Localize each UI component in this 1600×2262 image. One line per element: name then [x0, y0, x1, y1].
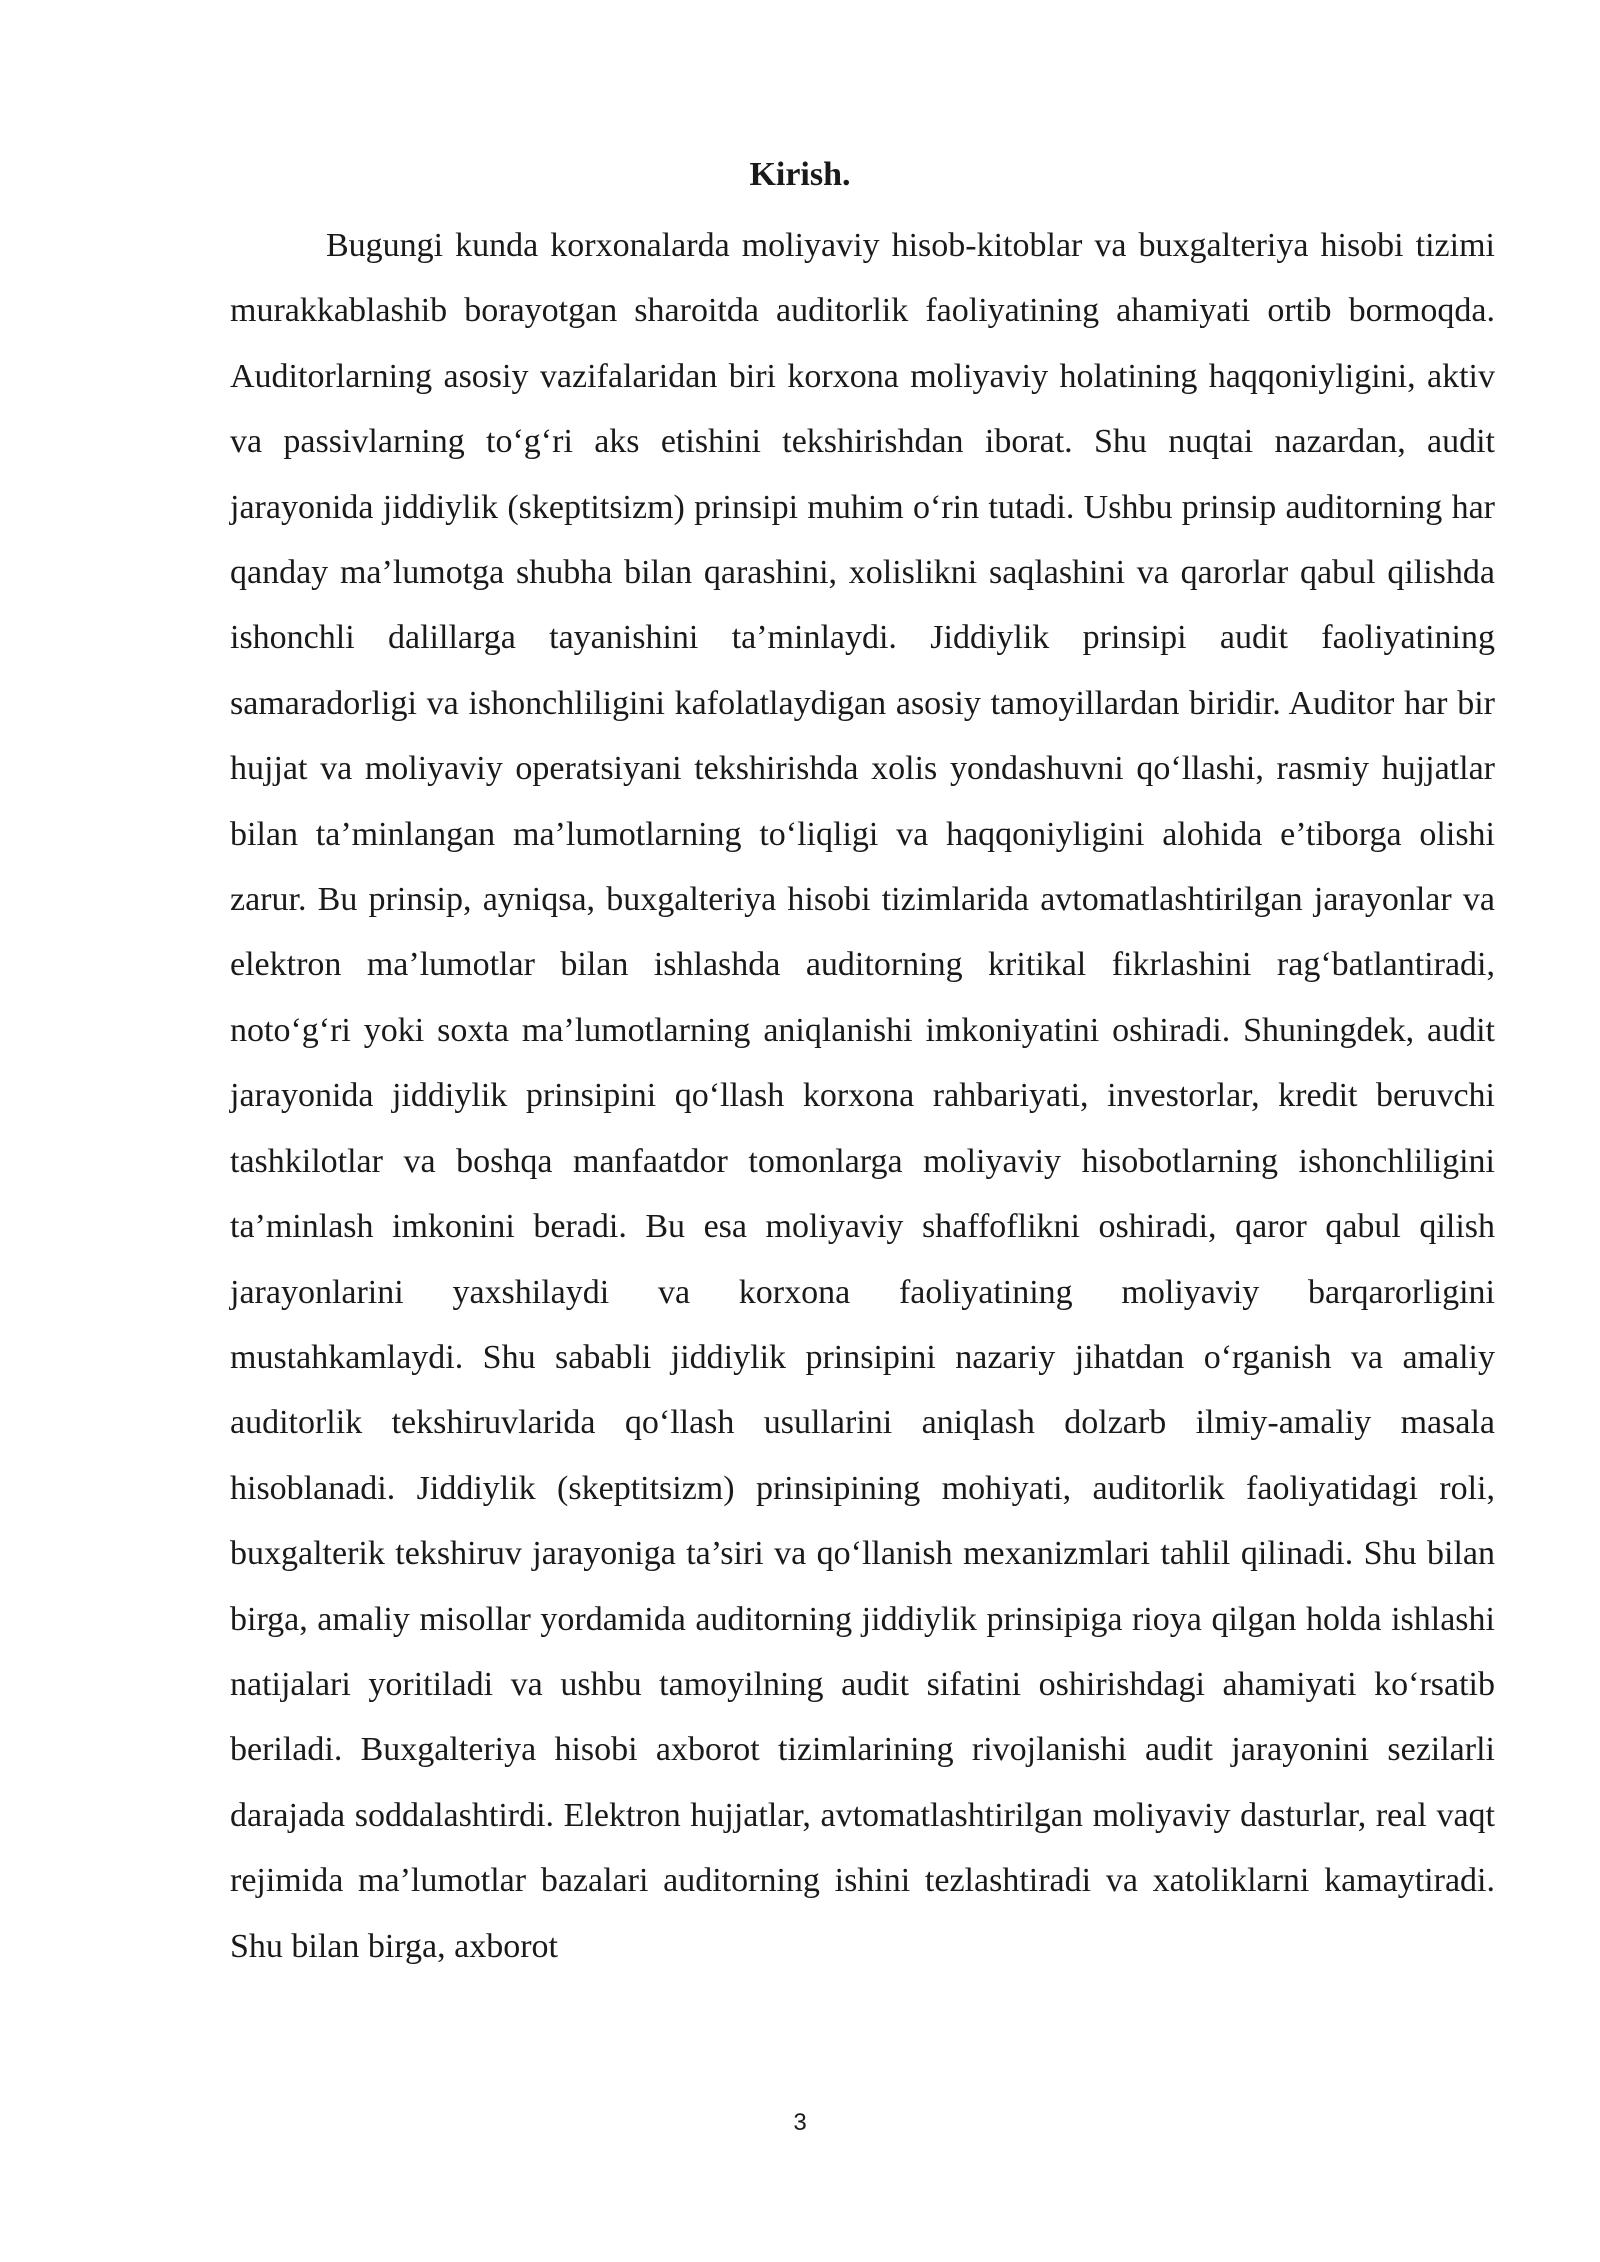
body-paragraph: Bugungi kunda korxonalarda moliyaviy hisob-kitoblar va buxgalteriya hisobi tizimi murakkablashib borayotgan sharoitda auditorlik faoliyatining ahamiyati ortib bormoqda. Auditorlarning asosiy vazifalaridan biri korxona moliyaviy holatining haqqoniyligini, aktiv va passivlarning to‘g‘ri aks etishini tekshirishdan iborat. Shu nuqtai nazardan, audit jarayonida jiddiylik (skeptitsizm) prinsipi muhim o‘rin tutadi. Ushbu prinsip auditorning har qanday ma’lumotga shubha bilan qarashini, xolislikni saqlashini va qarorlar qabul qilishda ishonchli dalillarga tayanishini ta’minlaydi. Jiddiylik prinsipi audit faoliyatining samaradorligi va ishonchliligini kafolatlaydigan asosiy tamoyillardan biridir. Auditor har bir hujjat va moliyaviy operatsiyani tekshirishda xolis yondashuvni qo‘llashi, rasmiy hujjatlar bilan ta’minlangan ma’lumotlarning to‘liqligi va haqqoniyligini alohida e’tiborga olishi zarur. Bu prinsip, ayniqsa, buxgalteriya hisobi tizimlarida avtomatlashtirilgan jarayonlar va elektron ma’lumotlar bilan ishlashda auditorning kritikal fikrlashini rag‘batlantiradi, noto‘g‘ri yoki soxta ma’lumotlarning aniqlanishi imkoniyatini oshiradi. Shuningdek, audit jarayonida jiddiylik prinsipini qo‘llash korxona rahbariyati, investorlar, kredit beruvchi tashkilotlar va boshqa manfaatdor tomonlarga moliyaviy hisobotlarning ishonchliligini ta’minlash imkonini beradi. Bu esa moliyaviy shaffoflikni oshiradi, qaror qabul qilish jarayonlarini yaxshilaydi va korxona faoliyatining moliyaviy barqarorligini mustahkamlaydi. Shu sababli jiddiylik prinsipini nazariy jihatdan o‘rganish va amaliy auditorlik tekshiruvlarida qo‘llash usullarini aniqlash dolzarb ilmiy-amaliy masala hisoblanadi. Jiddiylik (skeptitsizm) prinsipining mohiyati, auditorlik faoliyatidagi roli, buxgalterik tekshiruv jarayoniga ta’siri va qo‘llanish mexanizmlari tahlil qilinadi. Shu bilan birga, amaliy misollar yordamida auditorning jiddiylik prinsipiga rioya qilgan holda ishlashi natijalari yoritiladi va ushbu tamoyilning audit sifatini oshirishdagi ahamiyati ko‘rsatib beriladi. Buxgalteriya hisobi axborot tizimlarining rivojlanishi audit jarayonini sezilarli darajada soddalashtirdi. Elektron hujjatlar, avtomatlashtirilgan moliyaviy dasturlar, real vaqt rejimida ma’lumotlar bazalari auditorning ishini tezlashtiradi va xatoliklarni kamaytiradi. Shu bilan birga, axborot	[230, 227, 1495, 1965]
section-title: Kirish.	[749, 156, 851, 193]
page-number: 3	[793, 2109, 807, 2136]
